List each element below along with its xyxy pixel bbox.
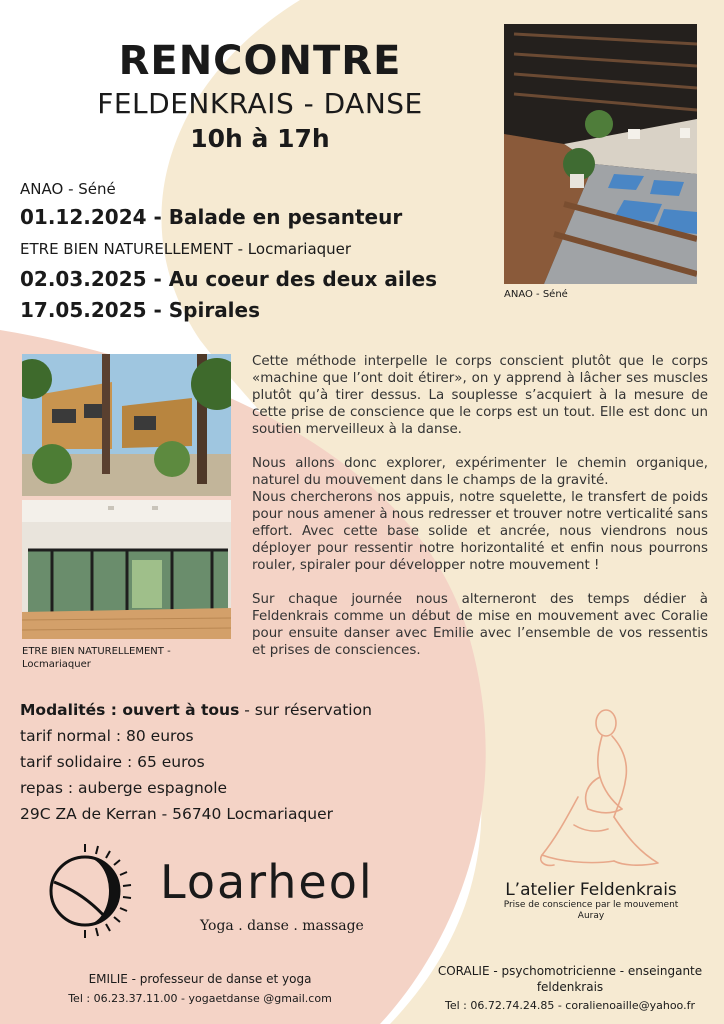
emilie-name: EMILIE <box>88 972 128 986</box>
venue-anao: ANAO - Séné <box>20 180 116 198</box>
modalites-label: Modalités : ouvert à tous <box>20 701 240 719</box>
footer-emilie <box>30 972 370 986</box>
modalites-heading <box>20 701 372 719</box>
repas: repas : auberge espagnole <box>20 779 228 797</box>
venue-ebn-city: Locmariaquer <box>247 240 352 258</box>
brand-tagline: Yoga . danse . massage <box>200 918 364 934</box>
coralie-name: CORALIE <box>437 964 490 978</box>
emilie-contact: Tel : 06.23.37.11.00 - yogaetdanse @gmail.com <box>68 992 332 1005</box>
brand-name: Loarheol <box>160 855 374 909</box>
caption-ebn-line1: ETRE BIEN NATURELLEMENT - <box>22 646 171 657</box>
photo-anao-studio <box>504 24 697 284</box>
atelier-city: Auray <box>577 911 605 921</box>
photo-ebn-exterior <box>22 354 231 496</box>
page-title: RENCONTRE <box>118 38 402 84</box>
caption-anao: ANAO - Séné <box>504 289 568 300</box>
modalites-suffix: - sur réservation <box>239 701 372 719</box>
caption-ebn <box>22 645 171 671</box>
event-date-2: 02.03.2025 - Au coeur des deux ailes <box>20 267 438 291</box>
loarheol-logo-icon <box>36 842 134 940</box>
description-paragraph-3: Nous chercherons nos appuis, notre squelette, le transfert de poids pour nous amener à nous redresser et trouver notre verticalité sans effort. Avec cette base solide et ancrée, nous viendrons nous déployer pour ressentir notre horizontalité et enfin nous pourrons rouler, spiraler pour développer notre mouvement ! <box>252 490 709 573</box>
coralie-contact: Tel : 06.72.74.24.85 - coralienoaille@yahoo.fr <box>445 999 695 1012</box>
tarif-solidaire: tarif solidaire : 65 euros <box>20 753 205 771</box>
event-hours: 10h à 17h <box>190 124 330 153</box>
emilie-role: - professeur de danse et yoga <box>127 972 312 986</box>
atelier-subtitle: Prise de conscience par le mouvement <box>503 900 679 910</box>
venue-ebn-name: ETRE BIEN NATURELLEMENT <box>20 240 233 258</box>
venue-ebn: ETRE BIEN NATURELLEMENT - Locmariaquer <box>20 240 352 258</box>
description-paragraph-2: Nous allons donc explorer, expérimenter le chemin organique, naturel du mouvement dans le champs de la gravité. <box>252 456 708 488</box>
event-date-1: 01.12.2024 - Balade en pesanteur <box>20 205 403 229</box>
event-date-3: 17.05.2025 - Spirales <box>20 298 261 322</box>
coralie-role-2: feldenkrais <box>536 980 604 994</box>
description-paragraph-4: Sur chaque journée nous alterneront des temps dédier à Feldenkrais comme un début de mise en mouvement avec Coralie pour ensuite danser avec Emilie avec l’ensemble de vos ressentis et prises de consciences. <box>252 592 708 658</box>
footer-coralie <box>420 964 720 978</box>
description-text <box>252 353 708 676</box>
venue-anao-city: Séné <box>78 180 116 198</box>
photo-ebn-studio <box>22 500 231 639</box>
venue-anao-name: ANAO <box>20 180 64 198</box>
page-subtitle: FELDENKRAIS - DANSE <box>97 87 423 120</box>
meditating-figure-icon <box>518 705 668 877</box>
caption-ebn-line2: Locmariaquer <box>22 659 91 670</box>
adresse: 29C ZA de Kerran - 56740 Locmariaquer <box>20 805 334 823</box>
description-paragraph-1: Cette méthode interpelle le corps conscient plutôt que le corps «machine que l’ont doit étirer», on y apprend à lâcher ses muscles plutôt qu’à tirer dessus. La souplesse s’acquiert à la mesure de cette prise de conscience que le corps est un tout. Elle est donc un soutien merveilleux à la danse. <box>252 354 708 437</box>
atelier-name: L’atelier Feldenkrais <box>505 880 677 900</box>
tarif-normal: tarif normal : 80 euros <box>20 727 194 745</box>
coralie-role: - psychomotricienne - enseingante <box>489 964 703 978</box>
